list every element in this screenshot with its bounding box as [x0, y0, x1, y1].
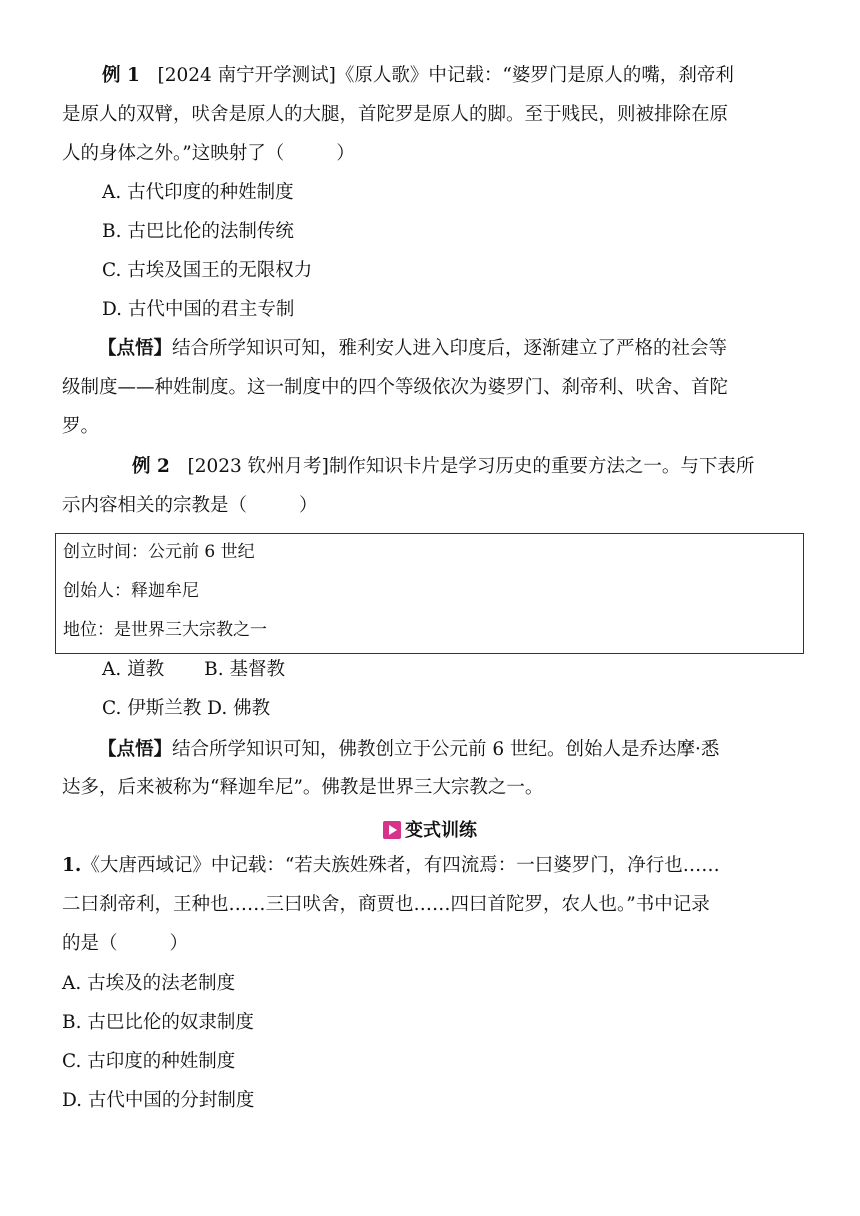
section-title: 变式训练 — [405, 820, 477, 841]
ex2-stem-2-end: ） — [299, 495, 318, 516]
q1-line-3 — [62, 932, 804, 956]
q1-option-a: A. 古埃及的法老制度 — [62, 973, 236, 994]
ex2-options-cd — [102, 697, 804, 721]
ex1-line-1 — [102, 64, 804, 88]
ex1-line-3 — [62, 142, 804, 166]
ex2-option-a: A. 道教 — [102, 659, 165, 680]
section-heading — [0, 816, 860, 842]
ex1-option-d: D. 古代中国的君主专制 — [102, 299, 295, 320]
ex1-option-c: C. 古埃及国王的无限权力 — [102, 260, 313, 281]
ex1-stem-2: 是原人的双臂，吠舍是原人的大腿，首陀罗是原人的脚。至于贱民，则被排除在原 — [62, 104, 729, 125]
ex2-option-c: C. 伊斯兰教 — [102, 698, 202, 719]
ex1-hint-text-1: 结合所学知识可知，雅利安人进入印度后，逐渐建立了严格的社会等 — [172, 338, 728, 359]
q1-option-d: D. 古代中国的分封制度 — [62, 1090, 255, 1111]
q1-stem-3-end: ） — [169, 933, 189, 954]
q1-line-1 — [62, 854, 804, 878]
card-row-founded: 创立时间：公元前 6 世纪 — [63, 542, 255, 562]
ex1-hint-3: 罗。 — [62, 416, 100, 437]
ex2-hint-1 — [98, 738, 804, 762]
card-row-status: 地位：是世界三大宗教之一 — [63, 620, 267, 640]
card-row-founder: 创始人：释迦牟尼 — [63, 581, 199, 601]
ex2-stem-1: [2023 钦州月考]制作知识卡片是学习历史的重要方法之一。与下表所 — [187, 456, 755, 477]
q1-stem-2: 二曰刹帝利，王种也……三曰吠舍，商贾也……四曰首陀罗，农人也。”书中记录 — [62, 894, 710, 915]
ex2-line-2 — [62, 494, 804, 518]
ex2-hint-label: 【点悟】 — [98, 739, 173, 760]
q1-stem-1: 《大唐西域记》中记载：“若夫族姓殊者，有四流焉：一曰婆罗门，净行也…… — [81, 855, 720, 876]
play-icon — [383, 821, 401, 839]
q1-option-c: C. 古印度的种姓制度 — [62, 1051, 236, 1072]
ex2-option-d: D. 佛教 — [207, 698, 271, 719]
ex1-stem-1: [2024 南宁开学测试]《原人歌》中记载：“婆罗门是原人的嘴，刹帝利 — [157, 65, 734, 86]
ex1-stem-3-end: ） — [336, 143, 355, 164]
ex2-line-1 — [132, 455, 804, 479]
q1-stem-3: 的是（ — [62, 933, 118, 954]
ex2-tag: 例 2 — [132, 456, 170, 477]
ex1-option-b: B. 古巴比伦的法制传统 — [102, 221, 294, 242]
ex1-hint-2: 级制度——种姓制度。这一制度中的四个等级依次为婆罗门、刹帝利、吠舍、首陀 — [62, 377, 729, 398]
ex1-hint-1 — [98, 337, 804, 361]
ex2-stem-2: 示内容相关的宗教是（ — [62, 495, 248, 516]
q1-number: 1. — [62, 855, 82, 876]
ex2-hint-text-1: 结合所学知识可知，佛教创立于公元前 6 世纪。创始人是乔达摩·悉 — [172, 739, 720, 760]
ex2-hint-2: 达多，后来被称为“释迦牟尼”。佛教是世界三大宗教之一。 — [62, 777, 544, 798]
ex1-stem-3: 人的身体之外。”这映射了（ — [62, 143, 285, 164]
knowledge-card — [55, 533, 804, 654]
ex1-tag: 例 1 — [102, 65, 140, 86]
ex2-options-ab — [102, 658, 804, 682]
ex1-hint-label: 【点悟】 — [98, 338, 173, 359]
ex2-option-b: B. 基督教 — [204, 659, 285, 680]
q1-option-b: B. 古巴比伦的奴隶制度 — [62, 1012, 254, 1033]
ex1-option-a: A. 古代印度的种姓制度 — [102, 182, 294, 203]
